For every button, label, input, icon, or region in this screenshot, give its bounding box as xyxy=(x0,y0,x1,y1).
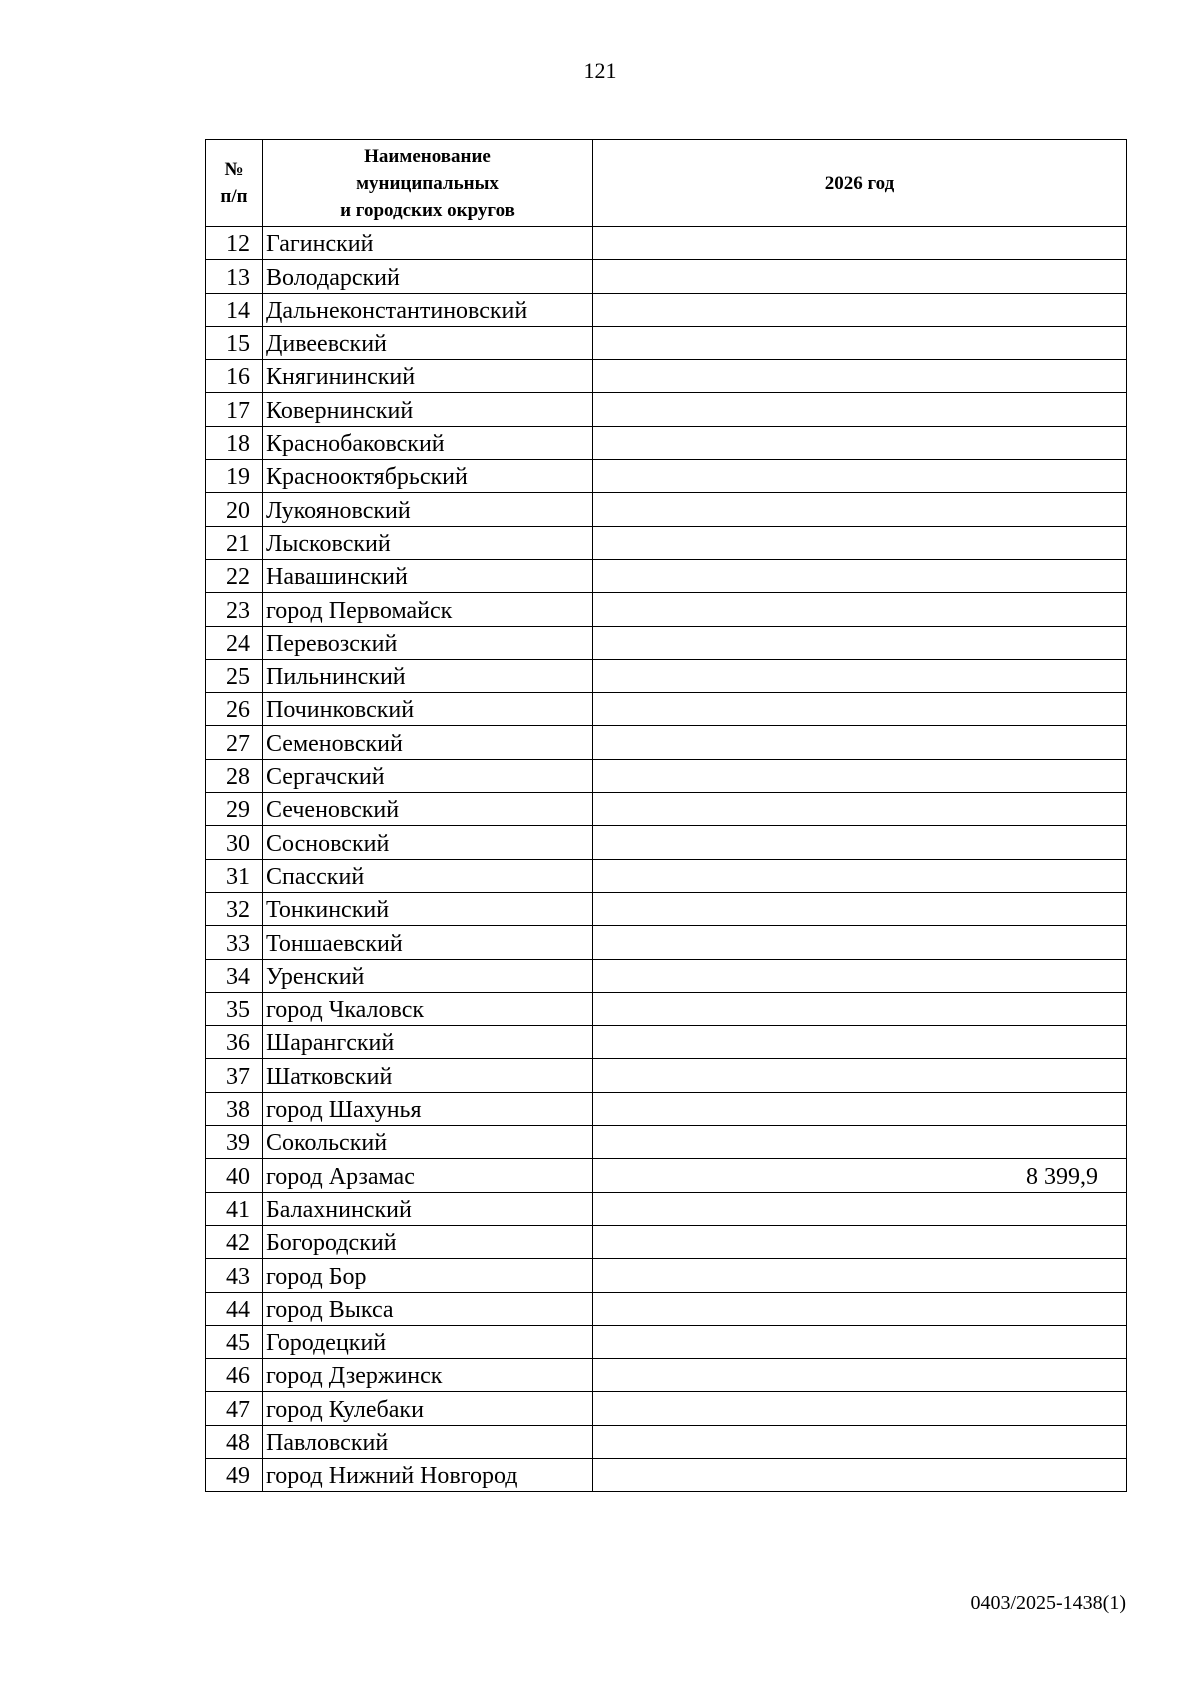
year-value xyxy=(593,460,1127,493)
district-name: Краснооктябрьский xyxy=(263,460,593,493)
year-value xyxy=(593,726,1127,759)
row-number: 48 xyxy=(206,1425,263,1458)
row-number: 15 xyxy=(206,326,263,359)
row-number: 39 xyxy=(206,1126,263,1159)
table-row xyxy=(206,293,1127,326)
year-value xyxy=(593,992,1127,1025)
row-number: 17 xyxy=(206,393,263,426)
table-row xyxy=(206,360,1127,393)
table-row xyxy=(206,1126,1127,1159)
district-name: Балахнинский xyxy=(263,1192,593,1225)
header-num: № п/п xyxy=(206,140,263,227)
table-row xyxy=(206,1325,1127,1358)
table-row xyxy=(206,693,1127,726)
year-value xyxy=(593,659,1127,692)
table-row xyxy=(206,626,1127,659)
year-value xyxy=(593,1292,1127,1325)
year-value xyxy=(593,1325,1127,1358)
table-row xyxy=(206,1425,1127,1458)
row-number: 38 xyxy=(206,1092,263,1125)
row-number: 36 xyxy=(206,1026,263,1059)
year-value xyxy=(593,1026,1127,1059)
row-number: 20 xyxy=(206,493,263,526)
row-number: 46 xyxy=(206,1359,263,1392)
municipal-districts-table xyxy=(205,139,1127,1492)
table-row xyxy=(206,526,1127,559)
row-number: 35 xyxy=(206,992,263,1025)
table-row xyxy=(206,493,1127,526)
row-number: 44 xyxy=(206,1292,263,1325)
district-name: Уренский xyxy=(263,959,593,992)
table-row xyxy=(206,1359,1127,1392)
district-name: Сокольский xyxy=(263,1126,593,1159)
district-name: город Арзамас xyxy=(263,1159,593,1192)
row-number: 25 xyxy=(206,659,263,692)
table-row xyxy=(206,393,1127,426)
district-name: Шатковский xyxy=(263,1059,593,1092)
table-row xyxy=(206,1259,1127,1292)
table-row xyxy=(206,426,1127,459)
district-name: Краснобаковский xyxy=(263,426,593,459)
year-value xyxy=(593,1192,1127,1225)
district-name: город Бор xyxy=(263,1259,593,1292)
district-name: Княгининский xyxy=(263,360,593,393)
district-name: Гагинский xyxy=(263,227,593,260)
year-value xyxy=(593,1458,1127,1491)
table-row xyxy=(206,326,1127,359)
district-name: Дивеевский xyxy=(263,326,593,359)
district-name: Пильнинский xyxy=(263,659,593,692)
district-name: Тонкинский xyxy=(263,892,593,925)
year-value xyxy=(593,1059,1127,1092)
row-number: 19 xyxy=(206,460,263,493)
district-name: Спасский xyxy=(263,859,593,892)
table-row xyxy=(206,1059,1127,1092)
table-row xyxy=(206,460,1127,493)
year-value xyxy=(593,559,1127,592)
row-number: 31 xyxy=(206,859,263,892)
row-number: 23 xyxy=(206,593,263,626)
table-row xyxy=(206,227,1127,260)
document-code: 0403/2025-1438(1) xyxy=(970,1592,1126,1614)
year-value xyxy=(593,693,1127,726)
district-name: город Первомайск xyxy=(263,593,593,626)
district-name: город Дзержинск xyxy=(263,1359,593,1392)
table-row xyxy=(206,1225,1127,1258)
year-value: 8 399,9 xyxy=(593,1159,1127,1192)
year-value xyxy=(593,493,1127,526)
year-value xyxy=(593,426,1127,459)
year-value xyxy=(593,1425,1127,1458)
table-row xyxy=(206,260,1127,293)
district-name: город Чкаловск xyxy=(263,992,593,1025)
district-name: Сеченовский xyxy=(263,793,593,826)
table-row xyxy=(206,959,1127,992)
table-row xyxy=(206,1092,1127,1125)
year-value xyxy=(593,926,1127,959)
table-row xyxy=(206,1458,1127,1491)
row-number: 45 xyxy=(206,1325,263,1358)
page-number: 121 xyxy=(583,58,617,83)
year-value xyxy=(593,326,1127,359)
year-value xyxy=(593,859,1127,892)
district-name: Дальнеконстантиновский xyxy=(263,293,593,326)
row-number: 27 xyxy=(206,726,263,759)
district-name: Павловский xyxy=(263,1425,593,1458)
row-number: 37 xyxy=(206,1059,263,1092)
year-value xyxy=(593,1092,1127,1125)
row-number: 41 xyxy=(206,1192,263,1225)
row-number: 21 xyxy=(206,526,263,559)
row-number: 18 xyxy=(206,426,263,459)
district-name: Перевозский xyxy=(263,626,593,659)
table-row xyxy=(206,726,1127,759)
district-name: Тоншаевский xyxy=(263,926,593,959)
year-value xyxy=(593,360,1127,393)
row-number: 13 xyxy=(206,260,263,293)
year-value xyxy=(593,393,1127,426)
header-year: 2026 год xyxy=(593,140,1127,227)
district-name: город Кулебаки xyxy=(263,1392,593,1425)
row-number: 43 xyxy=(206,1259,263,1292)
header-name: Наименование муниципальных и городских округов xyxy=(263,140,593,227)
row-number: 34 xyxy=(206,959,263,992)
row-number: 30 xyxy=(206,826,263,859)
table-row xyxy=(206,793,1127,826)
table-row xyxy=(206,659,1127,692)
table-row xyxy=(206,926,1127,959)
district-name: Починковский xyxy=(263,693,593,726)
row-number: 29 xyxy=(206,793,263,826)
table-row xyxy=(206,892,1127,925)
row-number: 14 xyxy=(206,293,263,326)
year-value xyxy=(593,227,1127,260)
table-row xyxy=(206,859,1127,892)
year-value xyxy=(593,892,1127,925)
year-value xyxy=(593,1225,1127,1258)
table-header-row xyxy=(206,140,1127,227)
year-value xyxy=(593,1259,1127,1292)
year-value xyxy=(593,759,1127,792)
row-number: 33 xyxy=(206,926,263,959)
row-number: 42 xyxy=(206,1225,263,1258)
row-number: 40 xyxy=(206,1159,263,1192)
table-row xyxy=(206,1026,1127,1059)
row-number: 47 xyxy=(206,1392,263,1425)
row-number: 49 xyxy=(206,1458,263,1491)
district-name: Сосновский xyxy=(263,826,593,859)
table-row xyxy=(206,1392,1127,1425)
district-name: Навашинский xyxy=(263,559,593,592)
district-name: Шарангский xyxy=(263,1026,593,1059)
table-row xyxy=(206,759,1127,792)
district-name: город Выкса xyxy=(263,1292,593,1325)
row-number: 26 xyxy=(206,693,263,726)
row-number: 12 xyxy=(206,227,263,260)
row-number: 16 xyxy=(206,360,263,393)
district-name: Городецкий xyxy=(263,1325,593,1358)
table-row xyxy=(206,559,1127,592)
year-value xyxy=(593,626,1127,659)
year-value xyxy=(593,959,1127,992)
district-name: Семеновский xyxy=(263,726,593,759)
district-name: Богородский xyxy=(263,1225,593,1258)
row-number: 32 xyxy=(206,892,263,925)
table-row xyxy=(206,593,1127,626)
district-name: Лукояновский xyxy=(263,493,593,526)
table-row xyxy=(206,1159,1127,1192)
row-number: 22 xyxy=(206,559,263,592)
district-name: город Нижний Новгород xyxy=(263,1458,593,1491)
district-name: город Шахунья xyxy=(263,1092,593,1125)
year-value xyxy=(593,526,1127,559)
district-name: Лысковский xyxy=(263,526,593,559)
district-name: Володарский xyxy=(263,260,593,293)
table-body xyxy=(206,227,1127,1492)
row-number: 28 xyxy=(206,759,263,792)
district-name: Ковернинский xyxy=(263,393,593,426)
district-name: Сергачский xyxy=(263,759,593,792)
year-value xyxy=(593,793,1127,826)
table-row xyxy=(206,826,1127,859)
year-value xyxy=(593,260,1127,293)
year-value xyxy=(593,293,1127,326)
year-value xyxy=(593,826,1127,859)
table-row xyxy=(206,1292,1127,1325)
table-row xyxy=(206,1192,1127,1225)
year-value xyxy=(593,593,1127,626)
row-number: 24 xyxy=(206,626,263,659)
year-value xyxy=(593,1359,1127,1392)
year-value xyxy=(593,1126,1127,1159)
table-row xyxy=(206,992,1127,1025)
year-value xyxy=(593,1392,1127,1425)
